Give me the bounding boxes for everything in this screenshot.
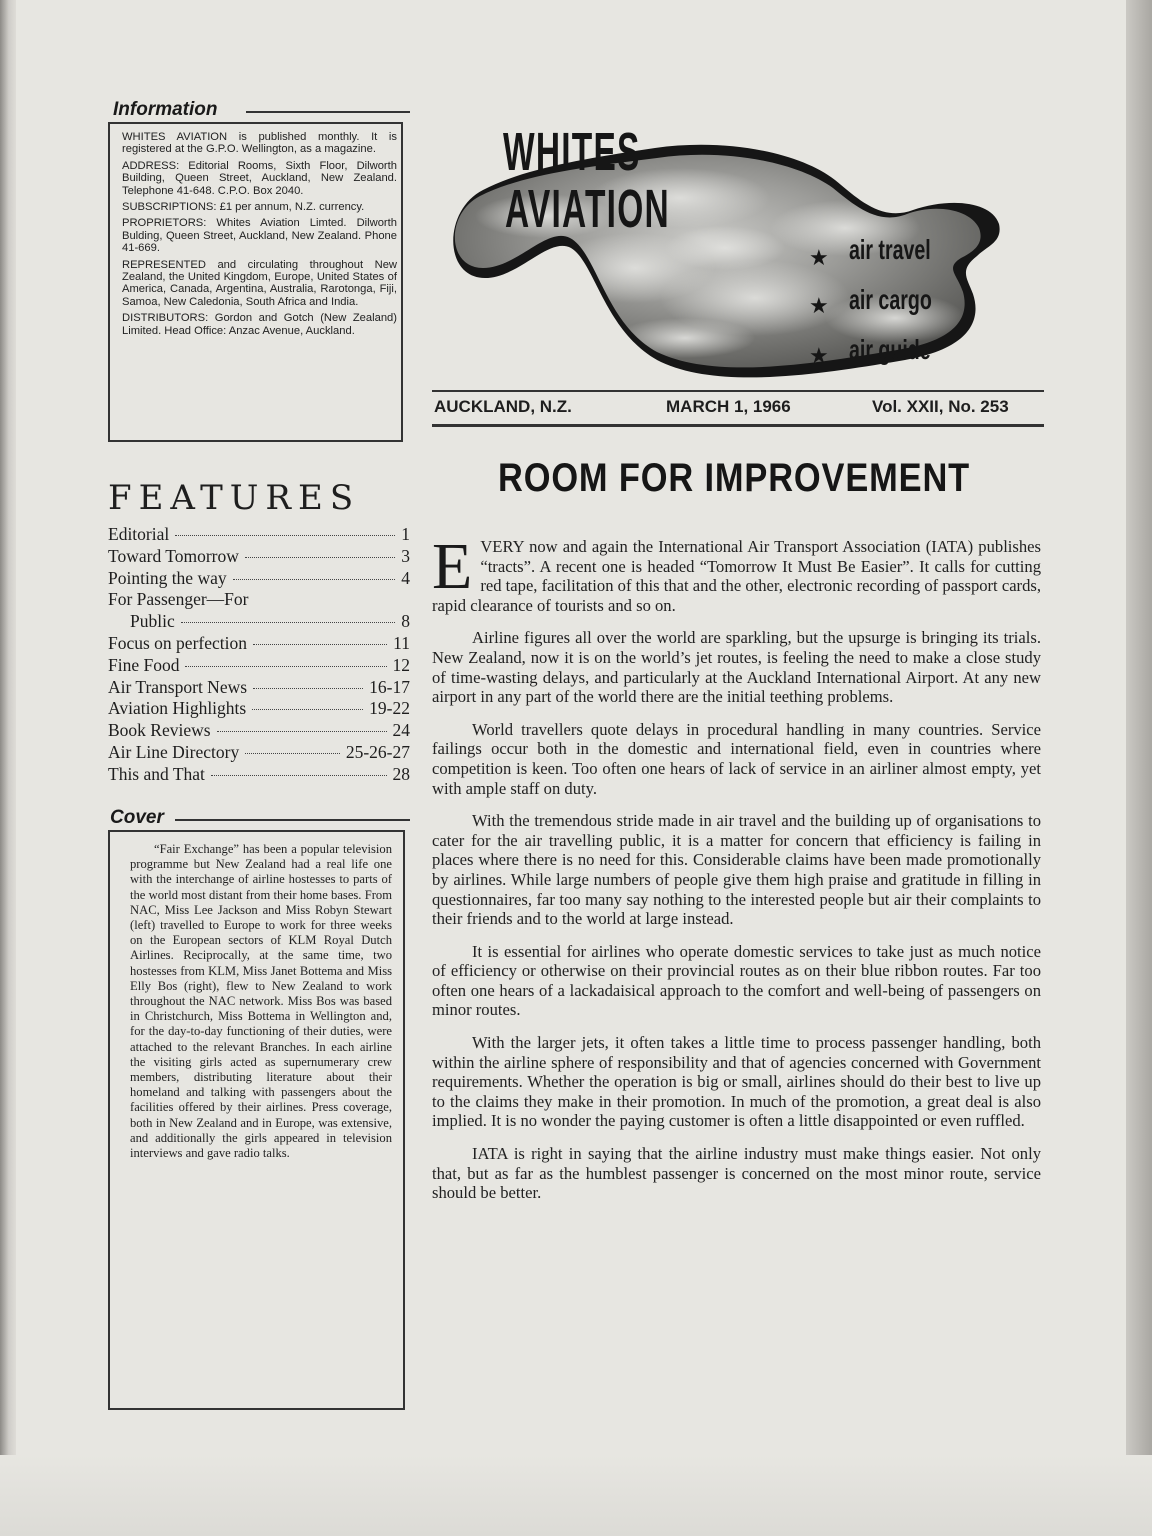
dot-leader xyxy=(211,775,387,776)
cover-caption: “Fair Exchange” has been a popular television programme but New Zealand had a real life one with the interchange of airline hostesses to parts of the world most distant from their home bases. From NAC, Miss Lee Jackson and Miss Robyn Stewart (left) travelled to Europe to work for three weeks on the European sectors of KLM Royal Dutch Airlines. Reciprocally, at the same time, two hostesses from KLM, Miss Janet Bottema and Miss Elly Bos (right), flew to New Zealand to work throughout the NAC network. Miss Bos was based in Christchurch, Miss Bottema in Wellington and, for the day-to-day functioning of their duties, were attached to the relevant Branches. In each airline the visiting girls acted as supernumerary crew members, distributing literature about their homeland and talking with passengers about the facilities offered by their airlines. Press coverage, both in New Zealand and in Europe, was extensive, and additionally the girls appeared in television interviews and gave radio talks. xyxy=(130,842,392,1161)
dot-leader xyxy=(245,557,395,558)
features-item-label: This and That xyxy=(108,763,205,784)
editorial-paragraph: It is essential for airlines who operate domestic services to take just as much notice of efficiency or otherwise on their provincial routes as on their blue ribbon routes. Far too often one hears of a lackadaisical approach to the comfort and well-being of passengers on minor routes. xyxy=(432,941,1041,1020)
page-edge-right xyxy=(1126,0,1152,1536)
editorial-paragraph: Airline figures all over the world are sparkling, but the upsurge is bringing its trials. New Zealand, now it is on the world’s jet routes, is feeling the need to make a close study of time-wasting delays, and particularly at the Auckland International Airport. At any new airport in any part of the world there are the initial teething problems. xyxy=(432,628,1041,707)
features-item-label: Public xyxy=(130,611,175,632)
info-paragraph: SUBSCRIPTIONS: £1 per annum, N.Z. currency. xyxy=(122,201,365,214)
features-item xyxy=(108,677,410,699)
dot-leader xyxy=(175,535,395,536)
editorial-paragraph: IATA is right in saying that the airline industry must make things easier. Not only that, but as far as the humblest passenger is concerned on the most minor route, service should be better. xyxy=(432,1144,1041,1203)
star-icon: ★ xyxy=(809,294,829,319)
features-item-label: Focus on perfection xyxy=(108,632,247,653)
editorial-paragraph: With the tremendous stride made in air travel and the building up of organisations to cater for the air travelling public, it is a matter for concern that efficiency is failing in places where there is no need for this. Considerable claims have been made promotionally by airlines. While large numbers of people give them high praise and gratitude in filling in questionnaires, far too many say nothing to the interested people but air their complaints to their friends and to the world at large instead. xyxy=(432,811,1041,929)
editorial-paragraph-text: VERY now and again the International Air Transport Association (IATA) publishes “tracts”. A recent one is headed “Tomorrow It Must Be Easier”. It calls for cutting red tape, facilitation of this that and the other, electronic recording of passport cards, rapid clearance of tourists and so on. xyxy=(432,537,1041,615)
features-item-label: Air Transport News xyxy=(108,676,248,697)
features-item xyxy=(108,742,410,764)
features-item-label: Book Reviews xyxy=(108,720,211,741)
dot-leader xyxy=(245,753,340,754)
features-item-page: 4 xyxy=(401,567,410,588)
dateline-rule-bottom xyxy=(432,424,1044,427)
tagline-air-guide: air guide xyxy=(849,334,931,365)
dot-leader xyxy=(253,644,387,645)
features-item xyxy=(108,524,410,546)
cover-heading: Cover xyxy=(110,807,164,828)
features-item xyxy=(108,698,410,720)
tagline-air-cargo: air cargo xyxy=(849,284,932,315)
editorial-paragraph: With the larger jets, it often takes a little time to process passenger handling, both within the airline sphere of responsibility and that of agencies concerned with Government requirements. Whether the operation is big or small, airlines should do their best to live up to the claims they make in their promotion. In much of the promotion, a great deal is also implied. It is no wonder the paying customer is often a little disappointed or even ruffled. xyxy=(432,1033,1041,1131)
features-item-label: Toward Tomorrow xyxy=(108,545,239,566)
dateline-issue: Vol. XXII, No. 253 xyxy=(872,397,1009,416)
features-item xyxy=(108,611,410,633)
features-item-label: Pointing the way xyxy=(108,567,227,588)
info-paragraph: REPRESENTED and circulating throughout New Zealand, the United Kingdom, Europe, United States of America, Canada, Argentina, Australia, Rarotonga, Fiji, Samoa, New Caledonia, South Africa and India. xyxy=(122,258,397,308)
features-item-page: 1 xyxy=(401,524,410,544)
cover-heading-rule xyxy=(175,819,410,821)
features-item-label: Aviation Highlights xyxy=(108,698,247,719)
features-item-page: 12 xyxy=(392,654,410,675)
dateline-place: AUCKLAND, N.Z. xyxy=(434,397,572,416)
dateline-date: MARCH 1, 1966 xyxy=(666,397,791,416)
tagline-air-travel: air travel xyxy=(849,234,931,265)
features-item-label: For Passenger—For xyxy=(108,589,249,610)
editorial-article xyxy=(432,530,1041,1216)
brand-wordmark-line-1: WHITES xyxy=(503,122,641,182)
dot-leader xyxy=(181,622,396,623)
page-edge-bottom xyxy=(0,1455,1152,1536)
info-paragraph: WHITES AVIATION is published monthly. It is registered at the G.P.O. Wellington, as a magazine. xyxy=(122,131,397,156)
features-item-page: 3 xyxy=(401,545,410,566)
dateline-rule-top xyxy=(432,390,1044,392)
info-paragraph: ADDRESS: Editorial Rooms, Sixth Floor, Dilworth Building, Queen Street, Auckland, New Zealand. Telephone 41-648. C.P.O. Box 2040. xyxy=(122,159,397,197)
features-item xyxy=(108,720,410,742)
features-item-label: Fine Food xyxy=(108,654,180,675)
information-heading: Information xyxy=(113,99,218,120)
features-item xyxy=(108,655,410,677)
info-paragraph: PROPRIETORS: Whites Aviation Limted. Dilworth Bulding, Queen Street, Auckland, New Zealand. Phone 41-669. xyxy=(122,217,397,255)
features-item xyxy=(108,546,410,568)
features-list xyxy=(108,524,410,786)
features-item xyxy=(108,764,410,786)
dot-leader xyxy=(233,579,396,580)
drop-cap: E xyxy=(432,530,473,603)
features-item xyxy=(108,589,410,611)
features-item xyxy=(108,633,410,655)
features-item-page: 11 xyxy=(393,632,410,653)
brand-wordmark-line-2: AVIATION xyxy=(505,179,670,239)
features-item-page: 28 xyxy=(392,763,410,784)
features-item-label: Air Line Directory xyxy=(108,741,240,762)
features-item-page: 19-22 xyxy=(369,698,410,719)
features-item-page: 24 xyxy=(392,720,410,741)
editorial-paragraph xyxy=(432,530,1041,615)
cover-box xyxy=(108,830,405,1410)
masthead xyxy=(425,118,1045,386)
features-item-label: Editorial xyxy=(108,524,170,544)
dot-leader xyxy=(185,666,386,667)
editorial-headline: ROOM FOR IMPROVEMENT xyxy=(498,456,971,500)
features-item-page: 8 xyxy=(401,611,410,632)
dot-leader xyxy=(252,709,363,710)
editorial-paragraph: World travellers quote delays in procedural handling in many countries. Service failings occur both in the domestic and international field, even in countries where competition is keen. Too often one hears of lack of service in an airliner almost empty, yet with ample staff on duty. xyxy=(432,719,1041,798)
features-item-page: 25-26-27 xyxy=(345,741,410,762)
information-box xyxy=(108,122,403,442)
star-icon: ★ xyxy=(809,246,829,271)
features-heading: FEATURES xyxy=(108,478,361,518)
features-item xyxy=(108,568,410,590)
dot-leader xyxy=(217,731,387,732)
info-paragraph: DISTRIBUTORS: Gordon and Gotch (New Zealand) Limited. Head Office: Anzac Avenue, Auckland. xyxy=(122,312,397,337)
features-item-page: 16-17 xyxy=(369,676,410,697)
page-edge-left xyxy=(0,0,16,1536)
information-heading-rule xyxy=(246,111,410,113)
star-icon: ★ xyxy=(809,344,829,369)
dot-leader xyxy=(253,688,363,689)
